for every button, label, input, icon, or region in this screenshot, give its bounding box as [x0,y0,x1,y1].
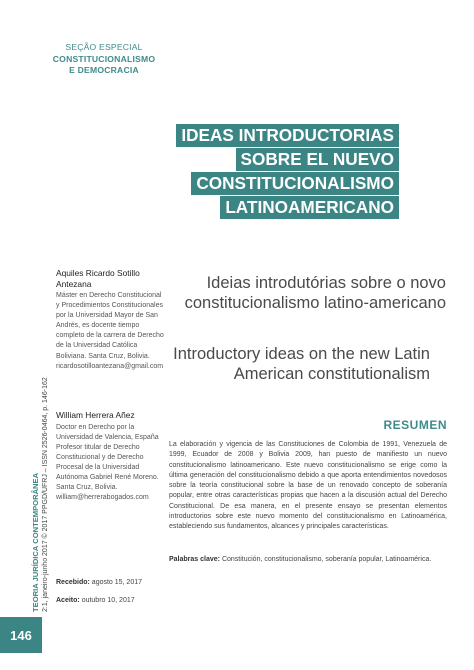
received-date [56,579,142,586]
section-label-line2: CONSTITUCIONALISMO [52,53,156,64]
subtitle-english: Introductory ideas on the new Latin American constitutionalism [173,345,430,383]
section-label-line3: E DEMOCRACIA [69,65,139,75]
author-block [56,410,166,503]
received-label: Recebido: [56,579,90,586]
author-name: Aquiles Ricardo Sotillo Antezana [56,268,140,289]
journal-details: 2:1, janeiro-junho 2017 © 2017 PPGD/UFRJ – ISSN 2526-0464, p. 146-162 [42,377,49,612]
keywords [169,555,447,565]
title-line: LATINOAMERICANO [220,196,399,219]
keywords-label: Palabras clave: [169,556,220,563]
title-line: SOBRE EL NUEVO [236,148,399,171]
abstract-text: La elaboración y vigencia de las Constituciones de Colombia de 1991, Venezuela de 1999, Ecuador de 2008 y Bolivia 2009, han puesto de manifiesto un nuevo constitucionalismo latinoamericano. Este nuevo constitucionalismo se erige como la última generación del constitucionalismo debido a que aporta entendimientos novedosos sobre la teoría constitucional sobre la base de un renovado concepto de soberanía popular, entre otras características propias que hacen a la discusión actual del Derecho Constitucional. De esa manera, en el presente ensayo se presentan elementos introductorios sobre este nuevo momento del constitucionalismo en Latinoamérica, estableciendo sus fundamentos, alcances y principales características. [169,441,447,531]
accepted-value: outubro 10, 2017 [81,597,135,604]
abstract-heading: RESUMEN [383,418,447,432]
journal-sidebar [31,377,50,612]
title-line: CONSTITUCIONALISMO [191,172,399,195]
section-label-line1: SEÇÃO ESPECIAL [65,42,143,52]
author-name: William Herrera Añez [56,410,135,420]
title-line: IDEAS INTRODUCTORIAS [176,124,399,147]
page-number: 146 [0,617,42,653]
subtitle-portuguese: Ideias introdutórias sobre o novo constitucionalismo latino-americano [184,274,446,312]
author-block [56,268,166,372]
author-bio: Máster en Derecho Constitucional y Procedimientos Constitucionales por la Universidad Mayor de San Andrés, es docente tiempo completo de la carrera de Derecho de la Universidad Católica Boliviana. Santa Cruz, Bolivia. ricardosotilloantezana@gmail.com [56,292,164,370]
accepted-label: Aceito: [56,597,80,604]
accepted-date [56,597,135,604]
journal-name: TEORIA JURÍDICA CONTEMPORÂNEA [31,472,40,612]
author-bio: Doctor en Derecho por la Universidad de Valencia, España Profesor titular de Derecho Constitucional y de Derecho Procesal de la Universidad Autónoma Gabriel René Moreno. Santa Cruz, Bolivia. william@herrerabogados.com [56,423,159,502]
section-label [50,42,158,77]
keywords-text: Constitución, constitucionalismo, soberanía popular, Latinoamérica. [221,556,432,563]
received-value: agosto 15, 2017 [91,579,143,586]
article-title [159,124,399,220]
